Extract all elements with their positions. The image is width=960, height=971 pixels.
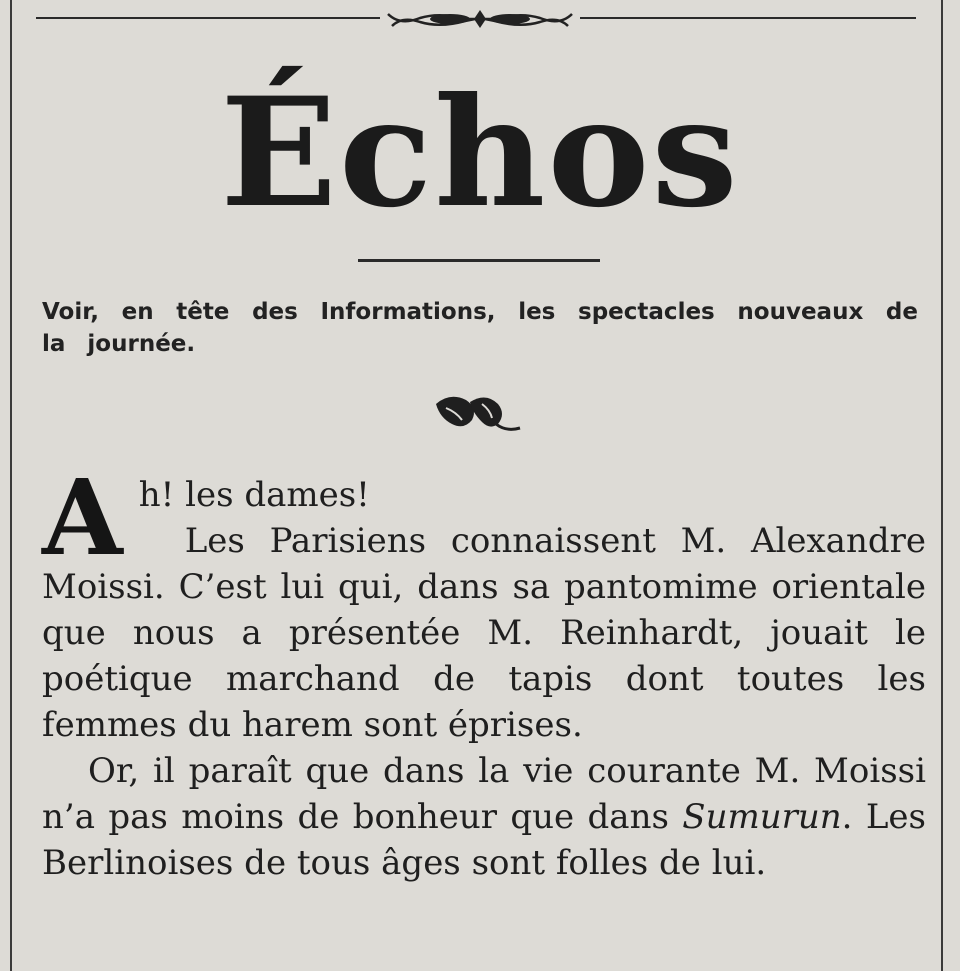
title-underline (358, 259, 600, 262)
paragraph-2-text-start: Or, il paraît que dans la vie courante M. Moissi n’a pas moins de bonheur que dans (42, 751, 926, 837)
article-paragraph-2 (42, 748, 926, 886)
leaf-ornament-icon (432, 390, 524, 436)
paragraph-2-text-end: . Les Berlinoises de tous âges sont folles de lui. (42, 797, 926, 883)
article-body (42, 456, 926, 920)
sumurun-title: Sumurun (682, 797, 842, 837)
scroll-ornament-icon (380, 4, 580, 34)
notice-text: Voir, en tête des Informations, les spectacles nouveaux de la journée. (42, 299, 918, 357)
page-title: Échos (220, 65, 740, 241)
article-lead: h! les dames! (138, 475, 370, 515)
article-paragraph-1: Les Parisiens connaissent M. Alexandre Moissi. C’est lui qui, dans sa pantomime orientale que nous a présentée M. Reinhardt, jouait le poétique marchand de tapis dont toutes les femmes du harem sont éprises. (42, 521, 926, 745)
drop-cap: A (42, 456, 123, 579)
